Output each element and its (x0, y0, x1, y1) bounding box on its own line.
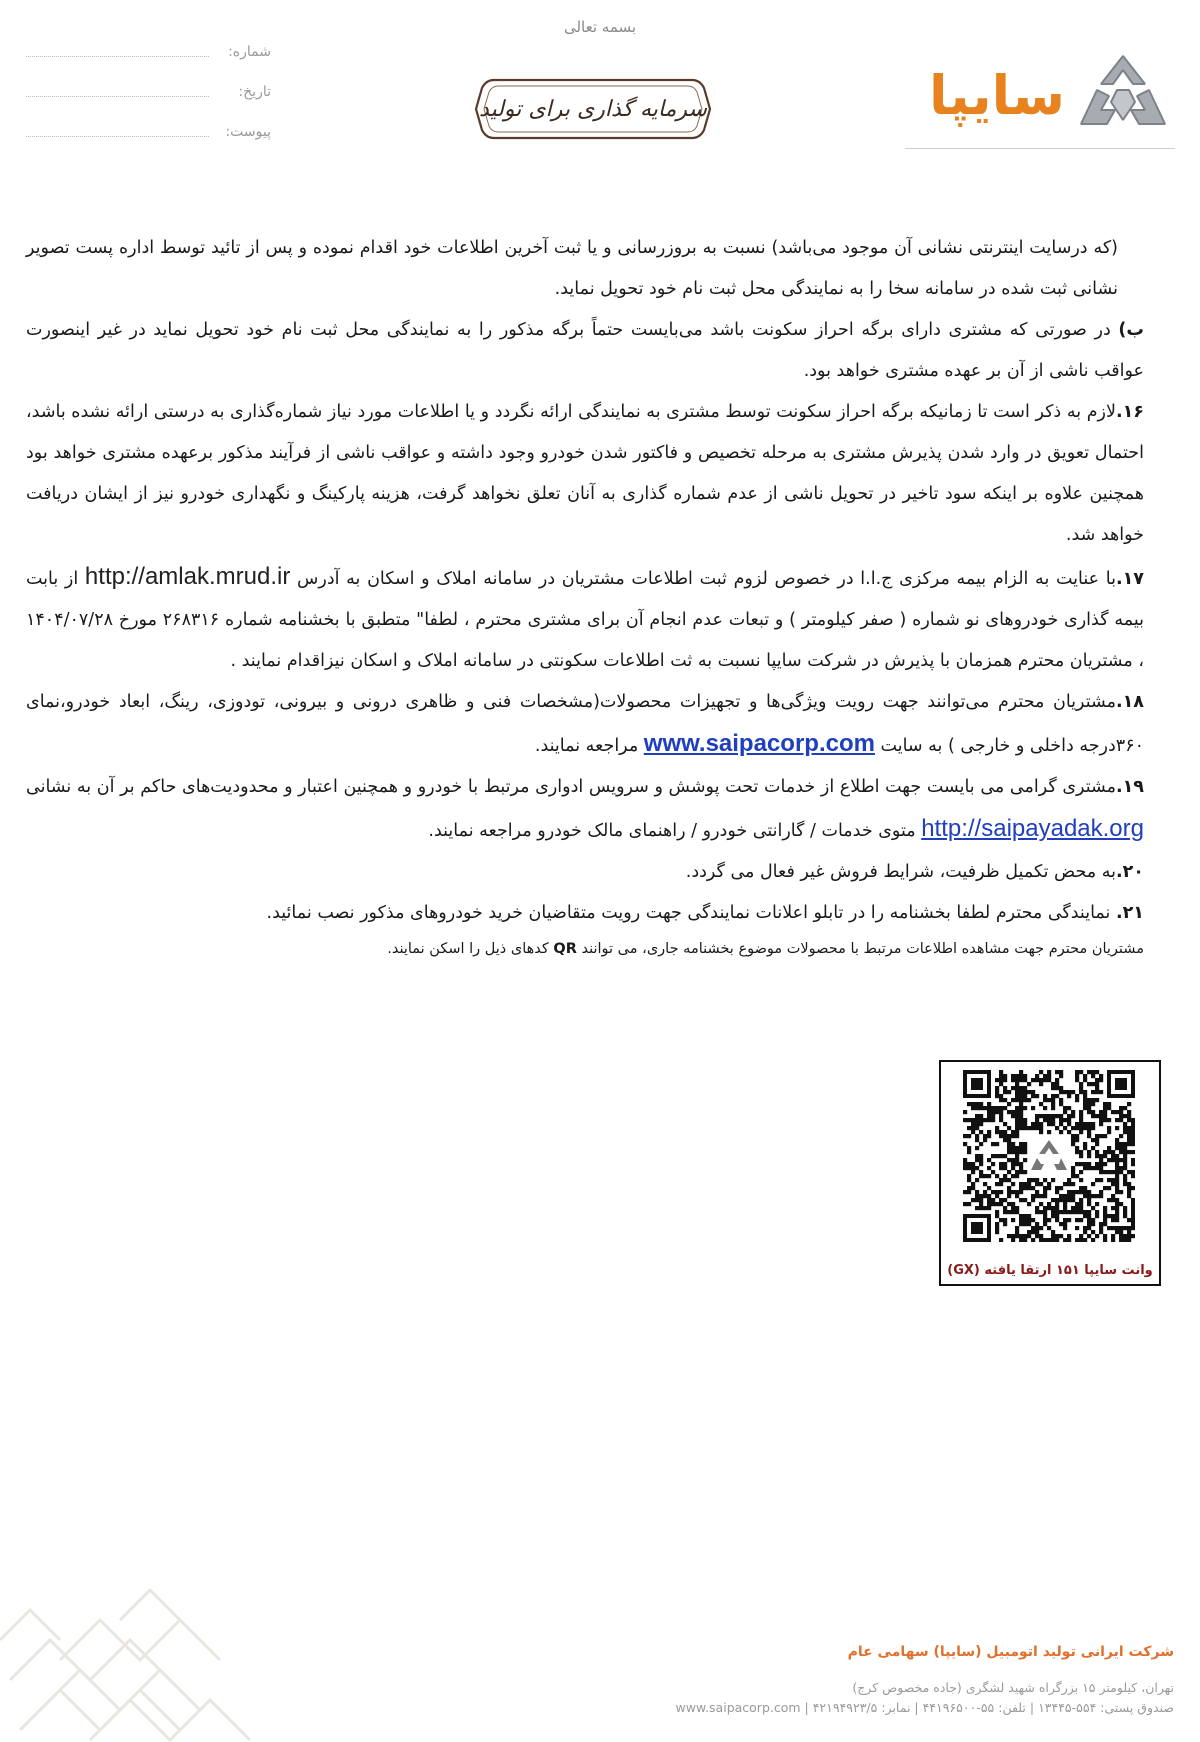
paragraph-18-text-a: مشتریان محترم می‌توانند جهت رویت ویژگی‌ها و تجهیزات محصولات(مشخصات فنی و ظاهری درونی و بیرونی، تودوزی، رینگ، ابعاد خودرو،نمای ۳۶۰درجه داخلی و خارجی ) به سایت (26, 692, 1144, 756)
letter-date-line (26, 96, 209, 97)
letter-date-field (26, 84, 271, 108)
qr-note-text-b: کدهای ذیل را اسکن نمایند. (387, 941, 554, 957)
paragraph-18-number: ۱۸. (1115, 692, 1144, 712)
paragraph-18-text-b: مراجعه نمایند. (534, 736, 644, 756)
paragraph-20 (26, 852, 1144, 893)
paragraph-b (26, 310, 1144, 392)
letter-number-label: شماره: (228, 44, 271, 60)
paragraph-16 (26, 392, 1144, 556)
letter-attachment-label: پیوست: (225, 124, 271, 140)
paragraph-18 (26, 682, 1144, 767)
letter-number-field (26, 44, 271, 68)
paragraph-20-text: به محض تکمیل ظرفیت، شرایط فروش غیر فعال می گردد. (685, 862, 1116, 882)
slogan-text: سرمایه گذاری برای تولید (479, 96, 707, 122)
letter-body (26, 228, 1144, 964)
saipa-logo (905, 42, 1175, 152)
footer-pattern-icon (0, 1580, 300, 1742)
saipacorp-link[interactable]: www.saipacorp.com (643, 730, 875, 757)
bismillah-heading: بسمه تعالی (563, 18, 637, 36)
paragraph-19-text-b: متوی خدمات / گارانتی خودرو / راهنمای مالک خودرو مراجعه نمایند. (428, 821, 922, 841)
paragraph-17 (26, 556, 1144, 682)
paragraph-20-number: ۲۰. (1115, 862, 1144, 882)
letter-number-line (26, 56, 209, 57)
saipa-emblem-icon (1075, 50, 1171, 140)
header-divider (905, 148, 1175, 149)
footer-address: تهران، کیلومتر ۱۵ بزرگراه شهید لشگری (جاده مخصوص کرج) (852, 1680, 1174, 1695)
saipa-logo-text: سایپا (929, 64, 1065, 127)
qr-note (26, 934, 1144, 964)
paragraph-16-text: لازم به ذکر است تا زمانیکه برگه احراز سکونت توسط مشتری به نمایندگی ارائه نگردد و یا اطلاعات مورد نیاز شماره‌گذاری به درستی ارائه نشده باشد، احتمال تعویق در وارد شدن پذیرش مشتری به مرحله تخصیص و فاکتور شدن خودرو وجود داشته و عواقب ناشی از فرآیند مذکور برعهده مشتری خواهد بود همچنین علاوه بر اینکه سود تاخیر در تحویل ناشی از عدم شماره گذاری به آنان تعلق نخواهد گرفت، هزینه پارکینگ و نگهداری خودرو نیز از ایشان دریافت خواهد شد. (26, 402, 1144, 545)
footer-company-name: شرکت ایرانی تولید اتومبیل (سایپا) سهامی عام (847, 1644, 1174, 1660)
letter-attachment-field (26, 124, 271, 148)
paragraph-17-text-b: از بابت بیمه گذاری خودروهای نو شماره ( صفر کیلومتر ) و تبعات عدم انجام آن برای مشتری محترم ، لطفا" متطبق با بخشنامه شماره ۲۶۸۳۱۶ مورخ ۱۴۰۴/۰۷/۲۸ ، مشتریان محترم همزمان با پذیرش در شرکت سایپا نسبت به ثت اطلاعات سکونتی در سامانه املاک و اسکان نیزاقدام نمایند . (26, 569, 1144, 671)
footer-contact: صندوق پستی: ۵۵۴-۱۳۴۴۵ | تلفن: ۵۵-۴۴۱۹۶۵۰۰ | نمابر: ۴۲۱۹۴۹۲۳/۵ | www.saipacorp.com (675, 1700, 1174, 1715)
qr-code-card[interactable] (939, 1060, 1161, 1286)
paragraph-16-number: ۱۶. (1115, 402, 1144, 422)
paragraph-21 (26, 893, 1144, 934)
saipayadak-link[interactable]: http://saipayadak.org (921, 815, 1144, 842)
paragraph-continuation: (که درسایت اینترنتی نشانی آن موجود می‌باشد) نسبت به بروزرسانی و یا ثبت آخرین اطلاعات خود اقدام نموده و پس از تائید توسط اداره پست تصویر نشانی ثبت شده در سامانه سخا را به نمایندگی محل ثبت نام خود تحویل نماید. (26, 238, 1118, 299)
paragraph-21-text: نمایندگی محترم لطفا بخشنامه را در تابلو اعلانات نمایندگی جهت رویت متقاضیان خرید خودروهای مذکور نصب نمائید. (266, 903, 1116, 923)
slogan-emblem (474, 74, 712, 144)
qr-code-icon[interactable] (963, 1070, 1135, 1242)
qr-caption: وانت سایپا ۱۵۱ ارتقا یافته (GX) (947, 1263, 1153, 1278)
paragraph-17-text-a: با عنایت به الزام بیمه مرکزی ج.ا.ا در خصوص لزوم ثبت اطلاعات مشتریان در سامانه املاک و اسکان به آدرس (290, 569, 1116, 589)
paragraph-19-number: ۱۹. (1115, 777, 1144, 797)
paragraph-19 (26, 767, 1144, 852)
paragraph-b-text: در صورتی که مشتری دارای برگه احراز سکونت باشد می‌بایست حتماً برگه مذکور را به نمایندگی محل ثبت نام خود تحویل نماید در غیر اینصورت عواقب ناشی از آن بر عهده مشتری خواهد بود. (26, 320, 1144, 381)
amlak-link[interactable]: http://amlak.mrud.ir (84, 563, 291, 590)
paragraph-19-text-a: مشتری گرامی می بایست جهت اطلاع از خدمات تحت پوشش و سرویس ادواری مرتبط با خودرو و همچنین اعتبار و محدودیت‌های حاکم بر آن به نشانی (26, 777, 1116, 797)
qr-note-text-a: مشتریان محترم جهت مشاهده اطلاعات مرتبط با محصولات موضوع بخشنامه جاری، می توانند (576, 941, 1144, 957)
letter-attachment-line (26, 136, 209, 137)
paragraph-17-number: ۱۷. (1115, 569, 1144, 589)
qr-note-qr: QR (553, 941, 577, 957)
letter-date-label: تاریخ: (238, 84, 271, 100)
paragraph-b-number: ب) (1118, 320, 1144, 340)
paragraph-21-number: ۲۱. (1115, 903, 1144, 923)
